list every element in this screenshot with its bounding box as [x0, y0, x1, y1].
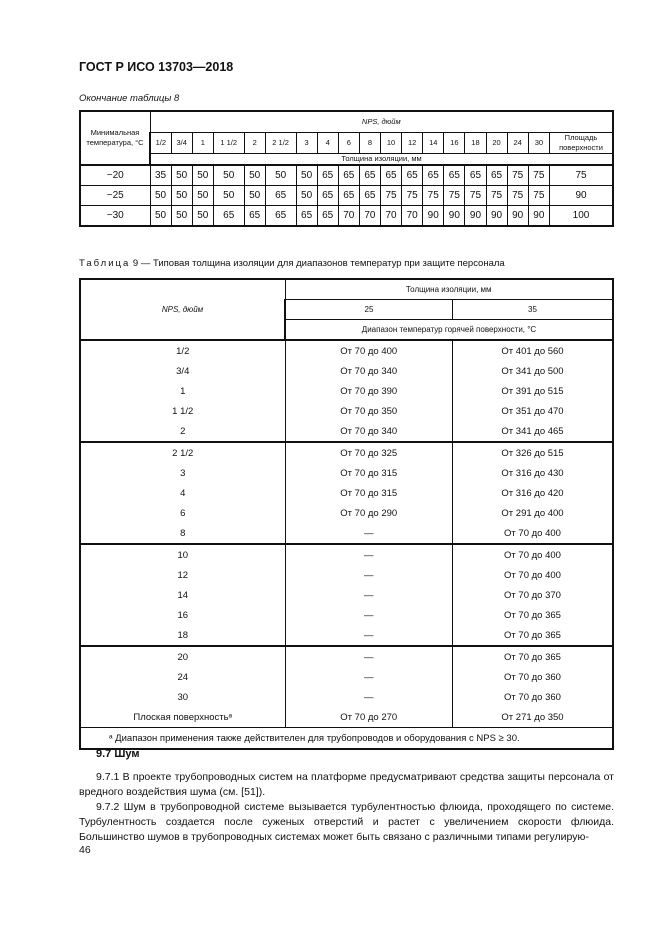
table9-nps-cell: 12 [80, 565, 285, 585]
table9-range-35-cell: От 70 до 400 [453, 523, 614, 544]
table-row [80, 442, 613, 463]
table-row [80, 605, 613, 625]
table9-nps-cell: 8 [80, 523, 285, 544]
table8-value-cell: 75 [528, 165, 549, 186]
table9-range-25-cell: От 70 до 390 [285, 381, 453, 401]
paragraph-9-7-2 [79, 800, 614, 845]
table8-value-cell: 75 [507, 186, 528, 206]
table9-range-25-cell: — [285, 585, 453, 605]
table-row [80, 625, 613, 646]
table8-sizes-row [80, 133, 613, 154]
table-row [80, 463, 613, 483]
table-row [80, 585, 613, 605]
table8-value-cell: 65 [265, 206, 296, 227]
table8-value-cell: 70 [380, 206, 401, 227]
table8-temp-cell: −30 [80, 206, 150, 227]
table-row [80, 340, 613, 361]
table8-value-cell: 65 [380, 165, 401, 186]
table8-value-cell: 100 [550, 206, 614, 227]
table8-value-cell: 90 [507, 206, 528, 227]
table8-size-header: 10 [380, 133, 401, 154]
table9-range-35-cell: От 391 до 515 [453, 381, 614, 401]
table-row [80, 381, 613, 401]
table9-nps-cell: 3/4 [80, 361, 285, 381]
table9-range-35-cell: От 316 до 430 [453, 463, 614, 483]
table9-range-35-cell: От 351 до 470 [453, 401, 614, 421]
table9-nps-cell: 1/2 [80, 340, 285, 361]
table9-footnote: ᵃ Диапазон применения также действителен для трубопроводов и оборудования с NPS ≥ 30. [80, 728, 613, 750]
table9-range-35-cell: От 271 до 350 [453, 707, 614, 728]
table-row [80, 483, 613, 503]
table9-range-25-cell: — [285, 544, 453, 565]
table9-range-25-cell: — [285, 667, 453, 687]
table-row [80, 503, 613, 523]
table9 [79, 278, 614, 750]
table9-range-25-cell: От 70 до 290 [285, 503, 453, 523]
table8-value-cell: 65 [465, 165, 486, 186]
table8-value-cell: 65 [444, 165, 465, 186]
table8-size-header: 12 [402, 133, 423, 154]
table8-temp-cell: −20 [80, 165, 150, 186]
table8-value-cell: 75 [486, 186, 507, 206]
table8-value-cell: 90 [444, 206, 465, 227]
table9-range-35-cell: От 70 до 360 [453, 667, 614, 687]
table8-flat-surface-header: Площадь поверхности [550, 133, 614, 154]
table9-thickness-header: Толщина изоляции, мм [285, 279, 613, 300]
table8-value-cell: 70 [338, 206, 359, 227]
table9-range-25-cell: От 70 до 350 [285, 401, 453, 421]
table8-size-header: 14 [423, 133, 444, 154]
table8-value-cell: 65 [338, 165, 359, 186]
table8-value-cell: 65 [423, 165, 444, 186]
table8-size-header: 3 [296, 133, 317, 154]
table9-nps-cell: 18 [80, 625, 285, 646]
table9-range-25-cell: От 70 до 340 [285, 421, 453, 442]
table9-nps-cell: 1 [80, 381, 285, 401]
table8-value-cell: 65 [402, 165, 423, 186]
table8-value-cell: 75 [444, 186, 465, 206]
table9-range-25-cell: От 70 до 270 [285, 707, 453, 728]
table9-range-35-cell: От 291 до 400 [453, 503, 614, 523]
table9-nps-cell: 24 [80, 667, 285, 687]
table9-range-25-cell: От 70 до 400 [285, 340, 453, 361]
table9-nps-cell: 3 [80, 463, 285, 483]
table8-thickness-row [80, 154, 613, 166]
table8-value-cell: 50 [244, 186, 265, 206]
paragraph-9-7-1-text: 9.7.1 В проекте трубопроводных систем на платформе предусматривают средства защиты персонала от вредного воздействия шума (см. [51]). [79, 771, 614, 798]
table9-range-25-cell: От 70 до 340 [285, 361, 453, 381]
table8-value-cell: 75 [507, 165, 528, 186]
table9-title-word: Таблица [79, 258, 131, 269]
table-row [80, 646, 613, 667]
table9-nps-cell: 4 [80, 483, 285, 503]
table9-range-25-cell: От 70 до 315 [285, 483, 453, 503]
table9-nps-cell: 2 1/2 [80, 442, 285, 463]
table8-value-cell: 90 [550, 186, 614, 206]
table8-size-header: 1 [192, 133, 213, 154]
table9-range-35-cell: От 401 до 560 [453, 340, 614, 361]
table8-value-cell: 50 [192, 186, 213, 206]
section-title: 9.7 Шум [96, 748, 140, 760]
table9-range-35-cell: От 70 до 365 [453, 625, 614, 646]
table-row [80, 165, 613, 186]
table8-value-cell: 65 [213, 206, 244, 227]
table9-nps-cell: 1 1/2 [80, 401, 285, 421]
table8-value-cell: 50 [296, 165, 317, 186]
table8-value-cell: 75 [465, 186, 486, 206]
table8-value-cell: 75 [528, 186, 549, 206]
table9-nps-header: NPS, дюйм [80, 279, 285, 340]
table-row [80, 565, 613, 585]
table8-value-cell: 65 [359, 186, 380, 206]
table8-value-cell: 50 [150, 206, 171, 227]
table8-size-header: 18 [465, 133, 486, 154]
table-row [80, 544, 613, 565]
table9-range-35-cell: От 70 до 400 [453, 544, 614, 565]
table9-range-35-cell: От 70 до 365 [453, 646, 614, 667]
table9-range-35-cell: От 341 до 500 [453, 361, 614, 381]
table8-value-cell: 65 [317, 206, 338, 227]
table8-value-cell: 90 [423, 206, 444, 227]
table9-title [79, 258, 505, 269]
table8-value-cell: 90 [528, 206, 549, 227]
table8-size-header: 6 [338, 133, 359, 154]
table8-value-cell: 70 [359, 206, 380, 227]
table8-value-cell: 65 [317, 186, 338, 206]
table-row [80, 687, 613, 707]
table9-range-35-cell: От 316 до 420 [453, 483, 614, 503]
table-row [80, 421, 613, 442]
table8-value-cell: 50 [150, 186, 171, 206]
table8-value-cell: 50 [192, 206, 213, 227]
table8-value-cell: 75 [423, 186, 444, 206]
table9-header-row [80, 279, 613, 300]
table9-nps-cell: 30 [80, 687, 285, 707]
table8-value-cell: 65 [338, 186, 359, 206]
table8-value-cell: 65 [265, 186, 296, 206]
page-number: 46 [79, 844, 91, 856]
table9-range-35-cell: От 70 до 400 [453, 565, 614, 585]
table8-value-cell: 35 [150, 165, 171, 186]
table9-range-25-cell: — [285, 565, 453, 585]
table8-value-cell: 50 [171, 165, 192, 186]
table8-size-header: 24 [507, 133, 528, 154]
table9-range-25-cell: От 70 до 325 [285, 442, 453, 463]
table-row [80, 186, 613, 206]
table8-continuation-caption: Окончание таблицы 8 [79, 93, 180, 104]
table8 [79, 110, 614, 227]
table9-nps-cell: 14 [80, 585, 285, 605]
table8-temp-cell: −25 [80, 186, 150, 206]
table9-nps-cell: 6 [80, 503, 285, 523]
table9-range-25-cell: — [285, 687, 453, 707]
table9-footnote-row [80, 728, 613, 750]
table9-range-35-cell: От 341 до 465 [453, 421, 614, 442]
table9-range-35-cell: От 70 до 370 [453, 585, 614, 605]
table8-value-cell: 65 [244, 206, 265, 227]
table8-size-header: 4 [317, 133, 338, 154]
table8-min-temp-header: Минимальная температура, °С [80, 111, 150, 165]
table-row [80, 206, 613, 227]
table8-value-cell: 50 [244, 165, 265, 186]
table-row [80, 523, 613, 544]
table8-value-cell: 50 [171, 186, 192, 206]
table9-col-35-header: 35 [453, 300, 614, 320]
table8-size-header: 2 1/2 [265, 133, 296, 154]
table8-size-header: 3/4 [171, 133, 192, 154]
table9-range-25-cell: — [285, 605, 453, 625]
document-header: ГОСТ Р ИСО 13703—2018 [79, 60, 234, 74]
table8-value-cell: 75 [550, 165, 614, 186]
table8-size-header: 8 [359, 133, 380, 154]
table8-value-cell: 50 [213, 186, 244, 206]
table9-nps-cell: 10 [80, 544, 285, 565]
paragraph-9-7-1 [79, 770, 614, 800]
table9-range-35-cell: От 70 до 365 [453, 605, 614, 625]
table8-value-cell: 65 [359, 165, 380, 186]
table8-value-cell: 65 [317, 165, 338, 186]
table9-range-35-cell: От 70 до 360 [453, 687, 614, 707]
table9-title-text: 9 — Типовая толщина изоляции для диапазонов температур при защите персонала [132, 258, 505, 269]
table8-nps-header: NPS, дюйм [150, 111, 613, 133]
table8-value-cell: 50 [265, 165, 296, 186]
table8-thickness-header: Толщина изоляции, мм [150, 154, 613, 166]
table9-col-25-header: 25 [285, 300, 453, 320]
table9-range-25-cell: От 70 до 315 [285, 463, 453, 483]
table9-range-header: Диапазон температур горячей поверхности, °С [285, 320, 613, 341]
table8-value-cell: 50 [171, 206, 192, 227]
table9-nps-cell: 2 [80, 421, 285, 442]
table9-range-25-cell: — [285, 625, 453, 646]
table8-size-header: 30 [528, 133, 549, 154]
table8-value-cell: 65 [296, 206, 317, 227]
table8-value-cell: 75 [402, 186, 423, 206]
table8-size-header: 1/2 [150, 133, 171, 154]
table9-nps-cell: 16 [80, 605, 285, 625]
table8-value-cell: 90 [465, 206, 486, 227]
table-row [80, 361, 613, 381]
table8-value-cell: 50 [296, 186, 317, 206]
table9-nps-cell: 20 [80, 646, 285, 667]
table-row [80, 401, 613, 421]
table9-range-25-cell: — [285, 646, 453, 667]
table8-size-header: 2 [244, 133, 265, 154]
table8-header-row [80, 111, 613, 133]
table9-nps-cell: Плоская поверхностьᵃ [80, 707, 285, 728]
table8-size-header: 16 [444, 133, 465, 154]
table-row [80, 707, 613, 728]
table8-size-header: 20 [486, 133, 507, 154]
table8-value-cell: 65 [486, 165, 507, 186]
table8-value-cell: 50 [192, 165, 213, 186]
table8-value-cell: 70 [402, 206, 423, 227]
paragraph-9-7-2-text: 9.7.2 Шум в трубопроводной системе вызывается турбулентностью флюида, проходящего по системе. Турбулентность создается после суженых отверстий и растет с увеличением скорости флюида. Большинство шумов в трубопроводных системах может быть связано с различными типами регулирую- [79, 801, 614, 843]
table-row [80, 667, 613, 687]
table8-value-cell: 90 [486, 206, 507, 227]
table8-value-cell: 50 [213, 165, 244, 186]
table9-range-35-cell: От 326 до 515 [453, 442, 614, 463]
table9-range-25-cell: — [285, 523, 453, 544]
table8-value-cell: 75 [380, 186, 401, 206]
table8-size-header: 1 1/2 [213, 133, 244, 154]
